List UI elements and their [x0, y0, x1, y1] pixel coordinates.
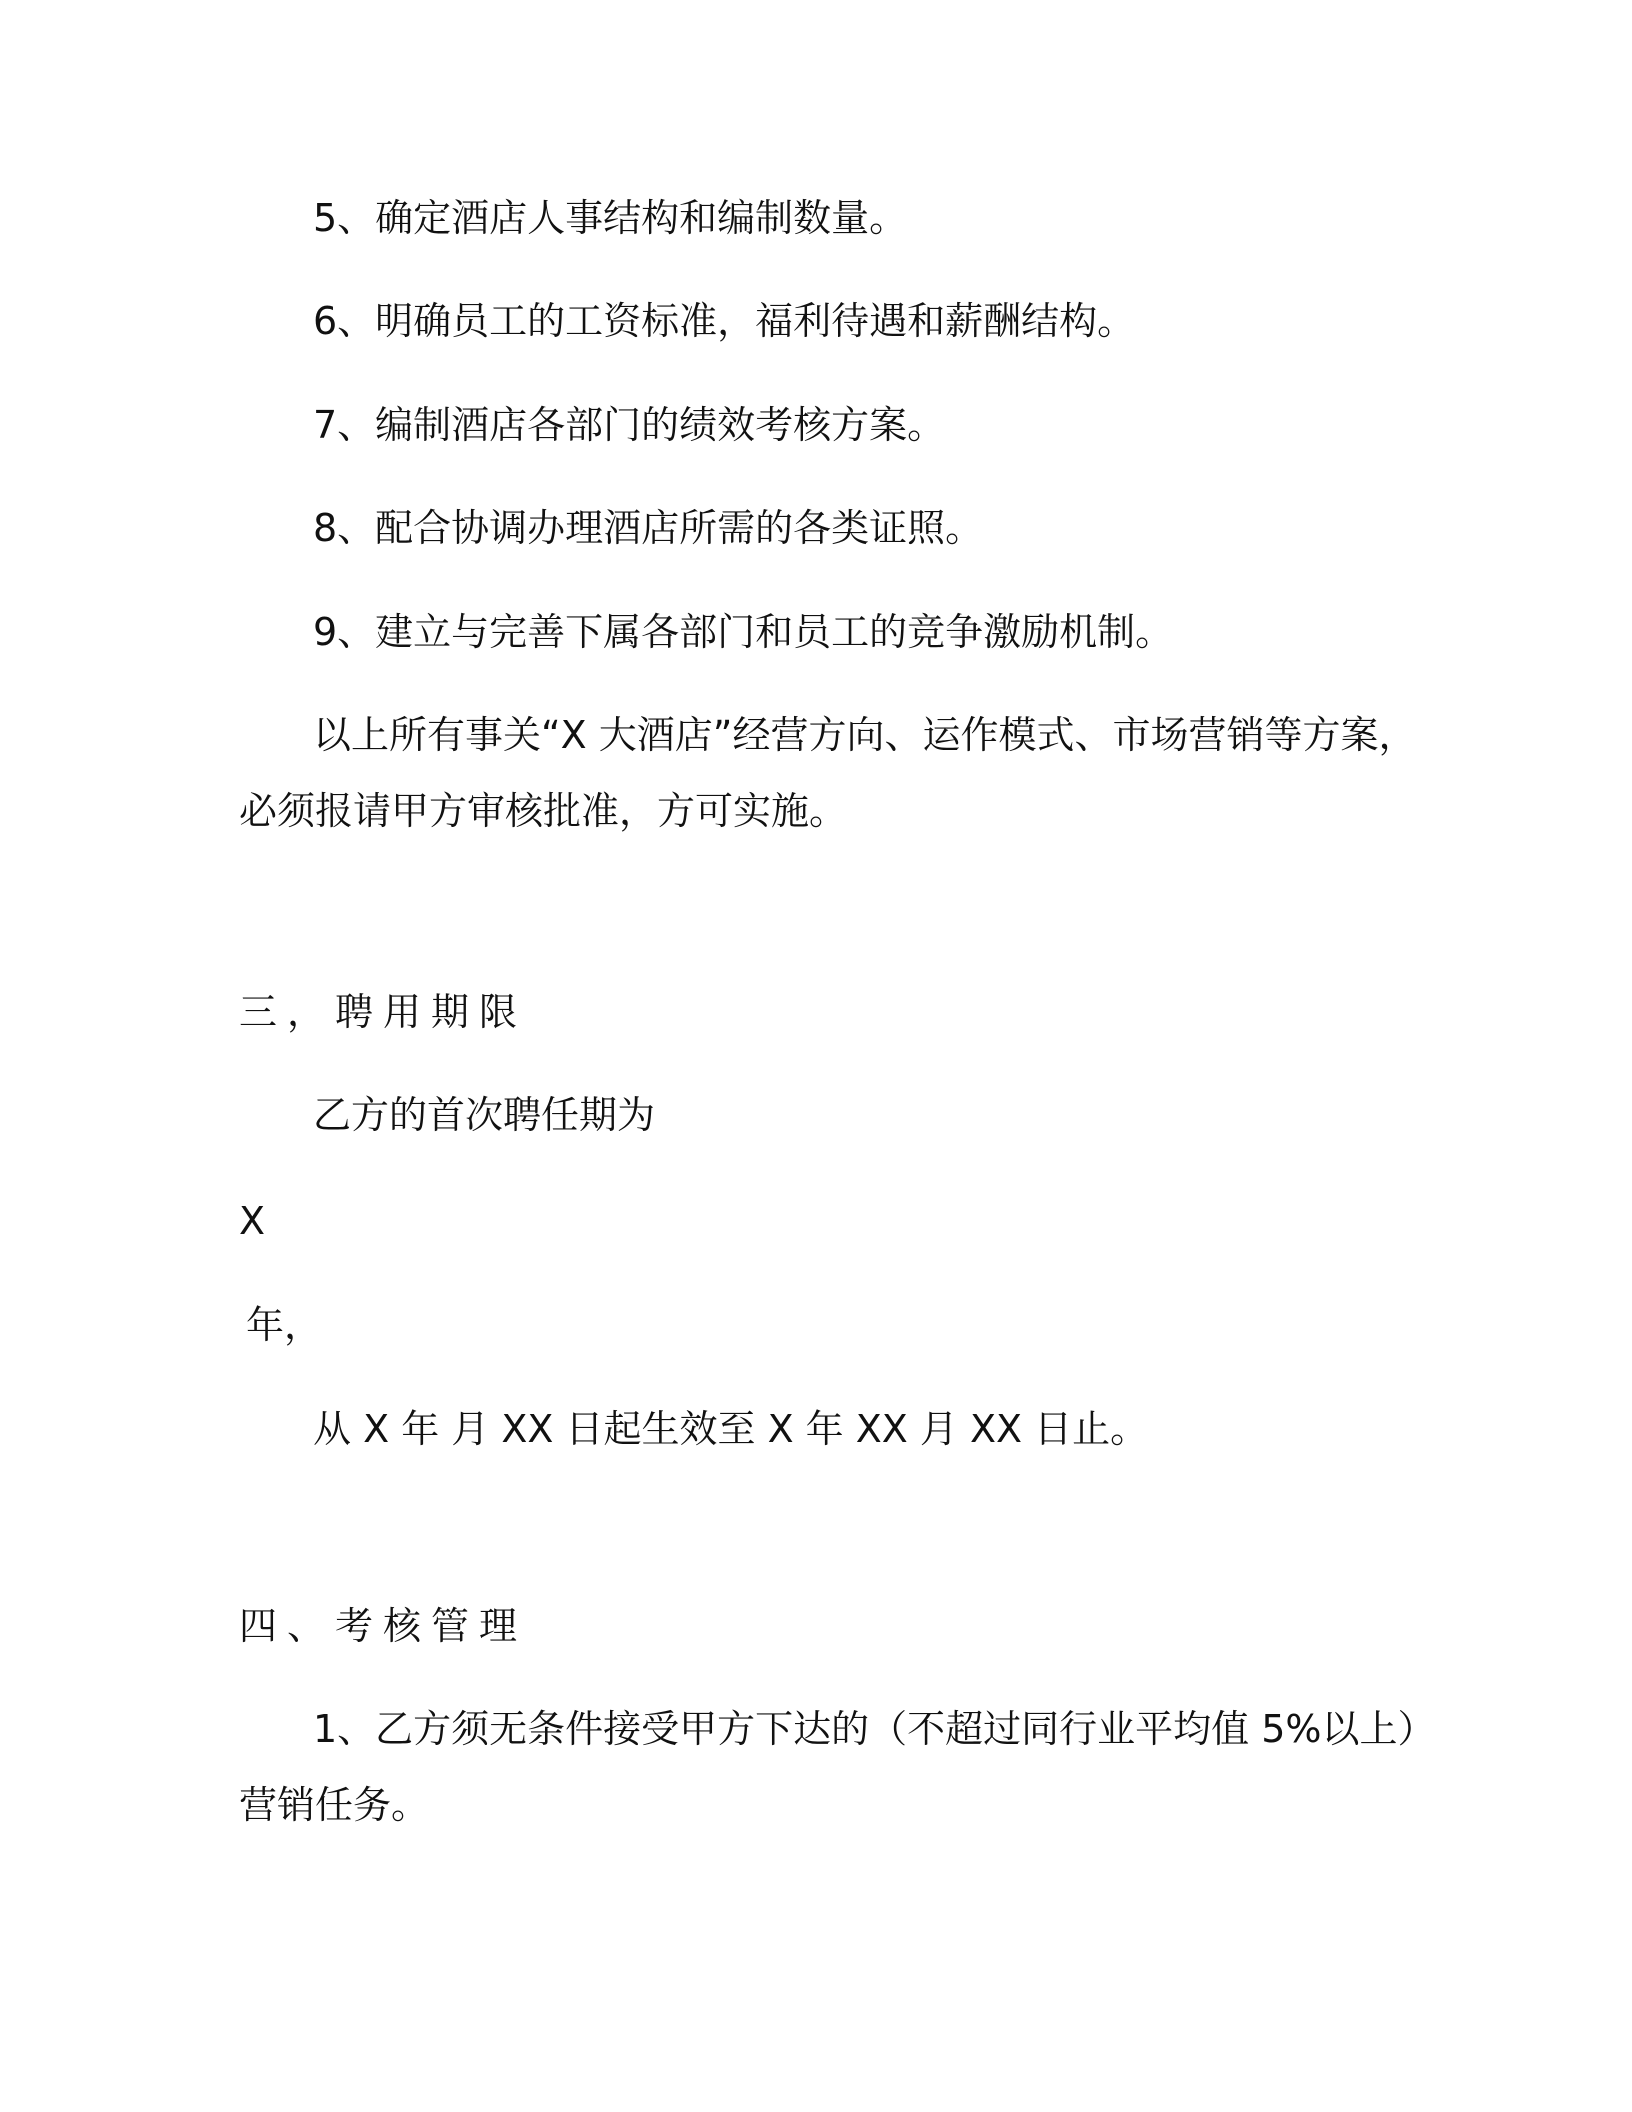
- section-4-item-1-line-2: 营销任务。: [239, 1783, 430, 1827]
- list-item-8: 8、配合协调办理酒店所需的各类证照。: [313, 506, 984, 550]
- list-item-6: 6、明确员工的工资标准，福利待遇和薪酬结构。: [313, 299, 1136, 343]
- list-item-5: 5、确定酒店人事结构和编制数量。: [313, 196, 908, 240]
- section-3-line-2: X: [239, 1199, 266, 1243]
- approval-paragraph-line-1: 以上所有事关“X 大酒店”经营方向、运作模式、市场营销等方案，: [313, 713, 1417, 757]
- section-4-heading: 四、考核管理: [239, 1604, 528, 1648]
- approval-paragraph-line-2: 必须报请甲方审核批准，方可实施。: [239, 789, 848, 833]
- section-4-item-1-line-1: 1、乙方须无条件接受甲方下达的（不超过同行业平均值 5%以上）: [313, 1707, 1436, 1751]
- list-item-7: 7、编制酒店各部门的绩效考核方案。: [313, 403, 946, 447]
- section-3-line-4: 从 X 年 月 XX 日起生效至 X 年 XX 月 XX 日止。: [313, 1407, 1149, 1451]
- section-3-heading: 三，聘用期限: [239, 990, 528, 1034]
- list-item-9: 9、建立与完善下属各部门和员工的竞争激励机制。: [313, 610, 1174, 654]
- section-3-line-1: 乙方的首次聘任期为: [313, 1093, 656, 1137]
- section-3-line-3: 年，: [246, 1303, 323, 1347]
